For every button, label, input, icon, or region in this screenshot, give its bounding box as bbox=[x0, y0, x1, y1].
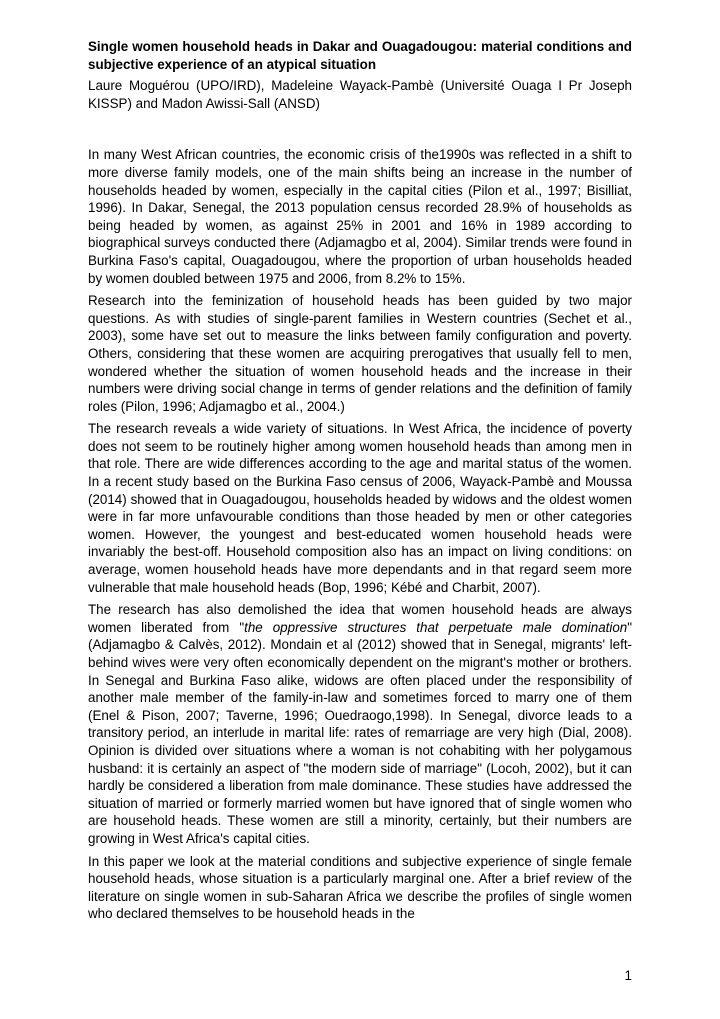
paragraph-1: In many West African countries, the economic crisis of the1990s was reflected in a shift to more diverse family models, one of the main shifts being an increase in the number of households headed by women, especially in the capital cities (Pilon et al., 1997; Bisilliat, 1996). In Dakar, Senegal, the 2013 population census recorded 28.9% of households as being headed by women, as against 25% in 2001 and 16% in 1989 according to biographical surveys conducted there (Adjamagbo et al, 2004). Similar trends were found in Burkina Faso's capital, Ouagadougou, where the proportion of urban households headed by women doubled between 1975 and 2006, from 8.2% to 15%. bbox=[88, 147, 632, 286]
paragraph-4-quote: the oppressive structures that perpetuate male domination bbox=[244, 619, 628, 635]
document-authors: Laure Moguérou (UPO/IRD), Madeleine Wayack-Pambè (Université Ouaga I Pr Joseph KISSP) and Madon Awissi-Sall (ANSD) bbox=[88, 78, 632, 111]
page-number: 1 bbox=[624, 968, 632, 983]
paragraph-3: The research reveals a wide variety of situations. In West Africa, the incidence of poverty does not seem to be routinely higher among women household heads than among men in that role. There are wide differences according to the age and marital status of the women. In a recent study based on the Burkina Faso census of 2006, Wayack-Pambè and Moussa (2014) showed that in Ouagadougou, households headed by widows and the oldest women were in far more unfavourable conditions than those headed by men or other categories women. However, the youngest and best-educated women household heads were invariably the best-off. Household composition also has an impact on living conditions: on average, women household heads have more dependants and in that regard seem more vulnerable that male household heads (Bop, 1996; Kébé and Charbit, 2007). bbox=[88, 421, 632, 595]
paragraph-2: Research into the feminization of household heads has been guided by two major questions. As with studies of single-parent families in Western countries (Sechet et al., 2003), some have set out to measure the links between family configuration and poverty. Others, considering that these women are acquiring prerogatives that usually fell to men, wondered whether the situation of women household heads and the increase in their numbers were driving social change in terms of gender relations and the definition of family roles (Pilon, 1996; Adjamagbo et al., 2004.) bbox=[88, 293, 632, 414]
paragraph-4-text-end: " (Adjamagbo & Calvès, 2012). Mondain et al (2012) showed that in Senegal, migrants' left-behind wives were very often economically dependent on the migrant's mother or brothers. In Senegal and Burkina Faso alike, widows are often placed under the responsibility of another male member of the family-in-law and sometimes forced to marry one of them (Enel & Pison, 2007; Taverne, 1996; Ouedraogo,1998). In Senegal, divorce leads to a transitory period, an interlude in marital life: rates of remarriage are very high (Dial, 2008). Opinion is divided over situations where a woman is not cohabiting with her polygamous husband: it is certainly an aspect of "the modern side of marriage" (Locoh, 2002), but it can hardly be considered a liberation from male dominance. These studies have addressed the situation of married or formerly married women but have ignored that of single women who are household heads. These women are still a minority, certainly, but their numbers are growing in West Africa's capital cities. bbox=[88, 619, 632, 846]
paragraph-4-text-start: The research has also demolished the idea that women household heads are always women liberated from " bbox=[88, 602, 632, 635]
paragraph-5: In this paper we look at the material conditions and subjective experience of single female household heads, whose situation is a particularly marginal one. After a brief review of the literature on single women in sub-Saharan Africa we describe the profiles of single women who declared themselves to be household heads in the bbox=[88, 853, 632, 922]
document-title: Single women household heads in Dakar and Ouagadougou: material conditions and subjective experience of an atypical situation bbox=[88, 39, 632, 72]
document-page bbox=[88, 38, 632, 928]
paragraph-4 bbox=[88, 601, 632, 847]
